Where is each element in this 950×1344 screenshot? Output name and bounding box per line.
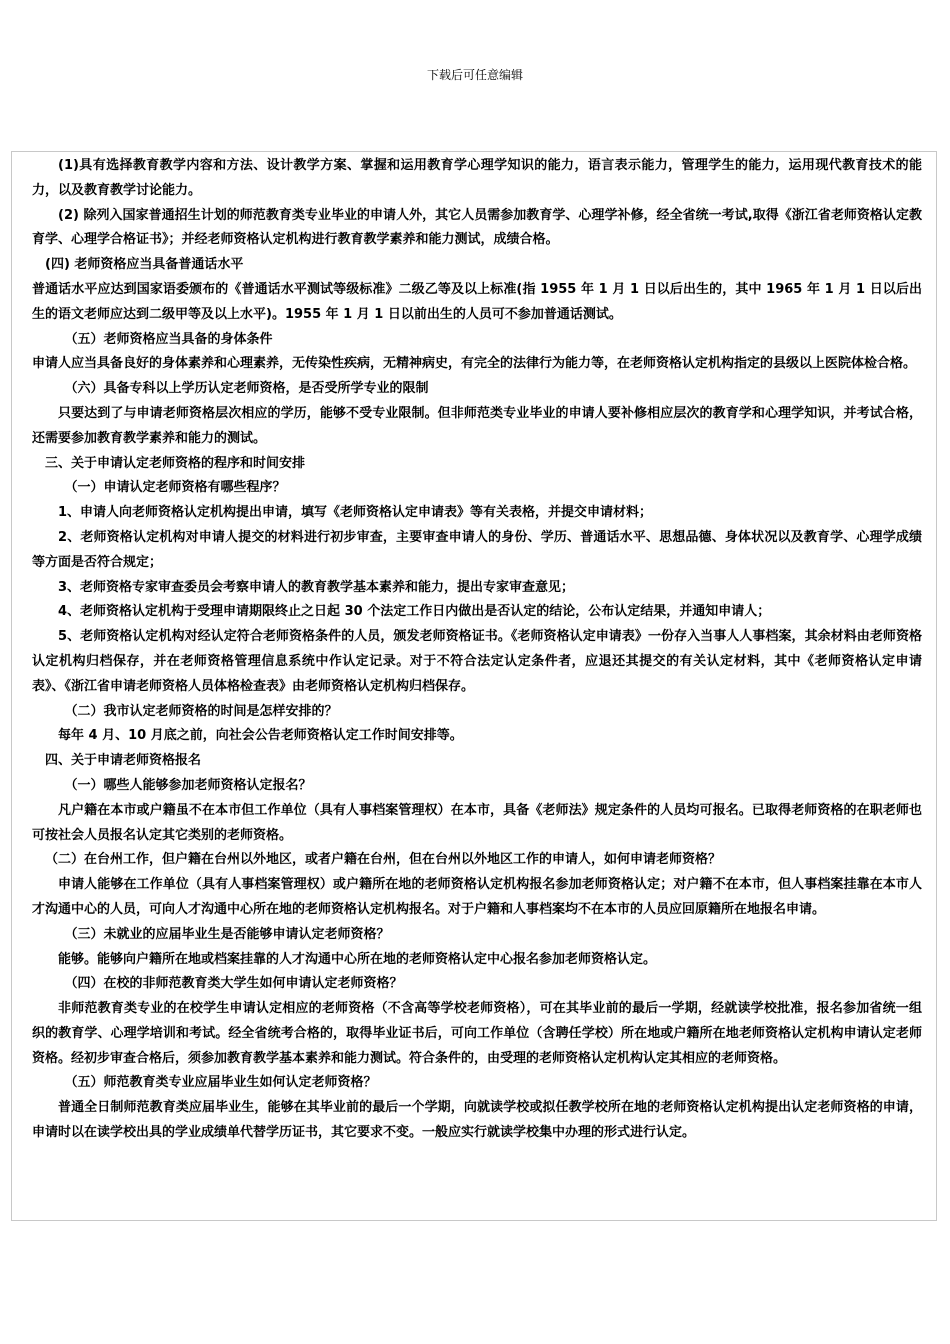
list-item: 1、申请人向老师资格认定机构提出申请，填写《老师资格认定申请表》等有关表格，并提交申请材料；	[58, 505, 653, 521]
paragraph: 每年 4 月、10 月底之前，向社会公告老师资格认定工作时间安排等。	[58, 728, 463, 744]
list-item: 5、老师资格认定机构对经认定符合老师资格条件的人员，颁发老师资格证书。《老师资格认定申请表》一份存入当事人人事档案，其余材料由老师资格认定机构归档保存，并在老师资格管理信息系统中作认定记录。对于不符合法定认定条件者，应退还其提交的有关认定材料，其中《老师资格认定申请表》、《浙江省申请老师资格人员体格检查表》由老师资格认定机构归档保存。	[32, 629, 922, 694]
paragraph: 普通全日制师范教育类应届毕业生，能够在其毕业前的最后一个学期，向就读学校或拟任教学校所在地的老师资格认定机构提出认定老师资格的申请，申请时以在读学校出具的学业成绩单代替学历证书，其它要求不变。一般应实行就读学校集中办理的形式进行认定。	[32, 1100, 922, 1141]
section-heading: 三、关于申请认定老师资格的程序和时间安排	[45, 455, 306, 471]
paragraph: (1)具有选择教育教学内容和方法、设计教学方案、掌握和运用教育学心理学知识的能力，语言表示能力，管理学生的能力，运用现代教育技术的能力，以及教育教学讨论能力。	[32, 158, 922, 198]
paragraph: 普通话水平应达到国家语委颁布的《普通话水平测试等级标准》二级乙等及以上标准(指 1955 年 1 月 1 日以后出生的，其中 1965 年 1 月 1 日以后出生的语文老师应达到二级甲等及以上水平)。1955 年 1 月 1 日以前出生的人员可不参加普通话测试。	[32, 281, 922, 322]
paragraph: (2) 除列入国家普通招生计划的师范教育类专业毕业的申请人外，其它人员需参加教育学、心理学补修，经全省统一考试,取得《浙江省老师资格认定教育学、心理学合格证书》；并经老师资格认定机构进行教育教学素养和能力测试，成绩合格。	[32, 207, 922, 248]
paragraph: 只要达到了与申请老师资格层次相应的学历，能够不受专业限制。但非师范类专业毕业的申请人要补修相应层次的教育学和心理学知识，并考试合格，还需要参加教育教学素养和能力的测试。	[32, 405, 922, 446]
section-heading: （五）师范教育类专业应届毕业生如何认定老师资格？	[64, 1075, 377, 1091]
section-heading: （一）哪些人能够参加老师资格认定报名？	[64, 777, 312, 793]
paragraph: 凡户籍在本市或户籍虽不在本市但工作单位（具有人事档案管理权）在本市，具备《老师法》规定条件的人员均可报名。已取得老师资格的在职老师也可按社会人员报名认定其它类别的老师资格。	[32, 802, 922, 843]
paragraph: 申请人能够在工作单位（具有人事档案管理权）或户籍所在地的老师资格认定机构报名参加老师资格认定；对户籍不在本市，但人事档案挂靠在本市人才沟通中心的人员，可向人才沟通中心所在地的老师资格认定机构报名。对于户籍和人事档案均不在本市的人员应回原籍所在地报名申请。	[32, 877, 922, 917]
section-heading: （五）老师资格应当具备的身体条件	[64, 331, 273, 347]
list-item: 3、老师资格专家审查委员会考察申请人的教育教学基本素养和能力，提出专家审查意见；	[58, 579, 575, 595]
paragraph: 能够。能够向户籍所在地或档案挂靠的人才沟通中心所在地的老师资格认定中心报名参加老师资格认定。	[58, 951, 657, 967]
list-item: 4、老师资格认定机构于受理申请期限终止之日起 30 个法定工作日内做出是否认定的结论，公布认定结果，并通知申请人；	[58, 604, 771, 620]
paragraph: 非师范教育类专业的在校学生申请认定相应的老师资格（不含高等学校老师资格），可在其毕业前的最后一学期，经就读学校批准，报名参加省统一组织的教育学、心理学培训和考试。经全省统考合格的，取得毕业证书后，可向工作单位（含聘任学校）所在地或户籍所在地老师资格认定机构申请认定老师资格。经初步审查合格后，须参加教育教学基本素养和能力测试。符合条件的，由受理的老师资格认定机构认定其相应的老师资格。	[32, 1001, 922, 1066]
section-heading: （三）未就业的应届毕业生是否能够申请认定老师资格？	[64, 926, 390, 942]
document-body	[32, 154, 922, 1146]
section-heading: （四）在校的非师范教育类大学生如何申请认定老师资格？	[64, 976, 403, 992]
section-heading: （二）我市认定老师资格的时间是怎样安排的？	[64, 703, 338, 719]
section-heading: (四) 老师资格应当具备普通话水平	[45, 257, 244, 273]
section-heading: （六）具备专科以上学历认定老师资格，是否受所学专业的限制	[64, 381, 429, 397]
section-heading: （一）申请认定老师资格有哪些程序？	[64, 480, 286, 496]
section-heading: （二）在台州工作，但户籍在台州以外地区，或者户籍在台州，但在台州以外地区工作的申请人，如何申请老师资格？	[45, 852, 722, 868]
list-item: 2、老师资格认定机构对申请人提交的材料进行初步审查，主要审查申请人的身份、学历、普通话水平、思想品德、身体状况以及教育学、心理学成绩等方面是否符合规定；	[32, 529, 922, 570]
section-heading: 四、关于申请老师资格报名	[45, 753, 202, 769]
paragraph: 申请人应当具备良好的身体素养和心理素养，无传染性疾病，无精神病史，有完全的法律行为能力等，在老师资格认定机构指定的县级以上医院体检合格。	[32, 356, 917, 372]
page-header: 下载后可任意编辑	[426, 68, 523, 82]
